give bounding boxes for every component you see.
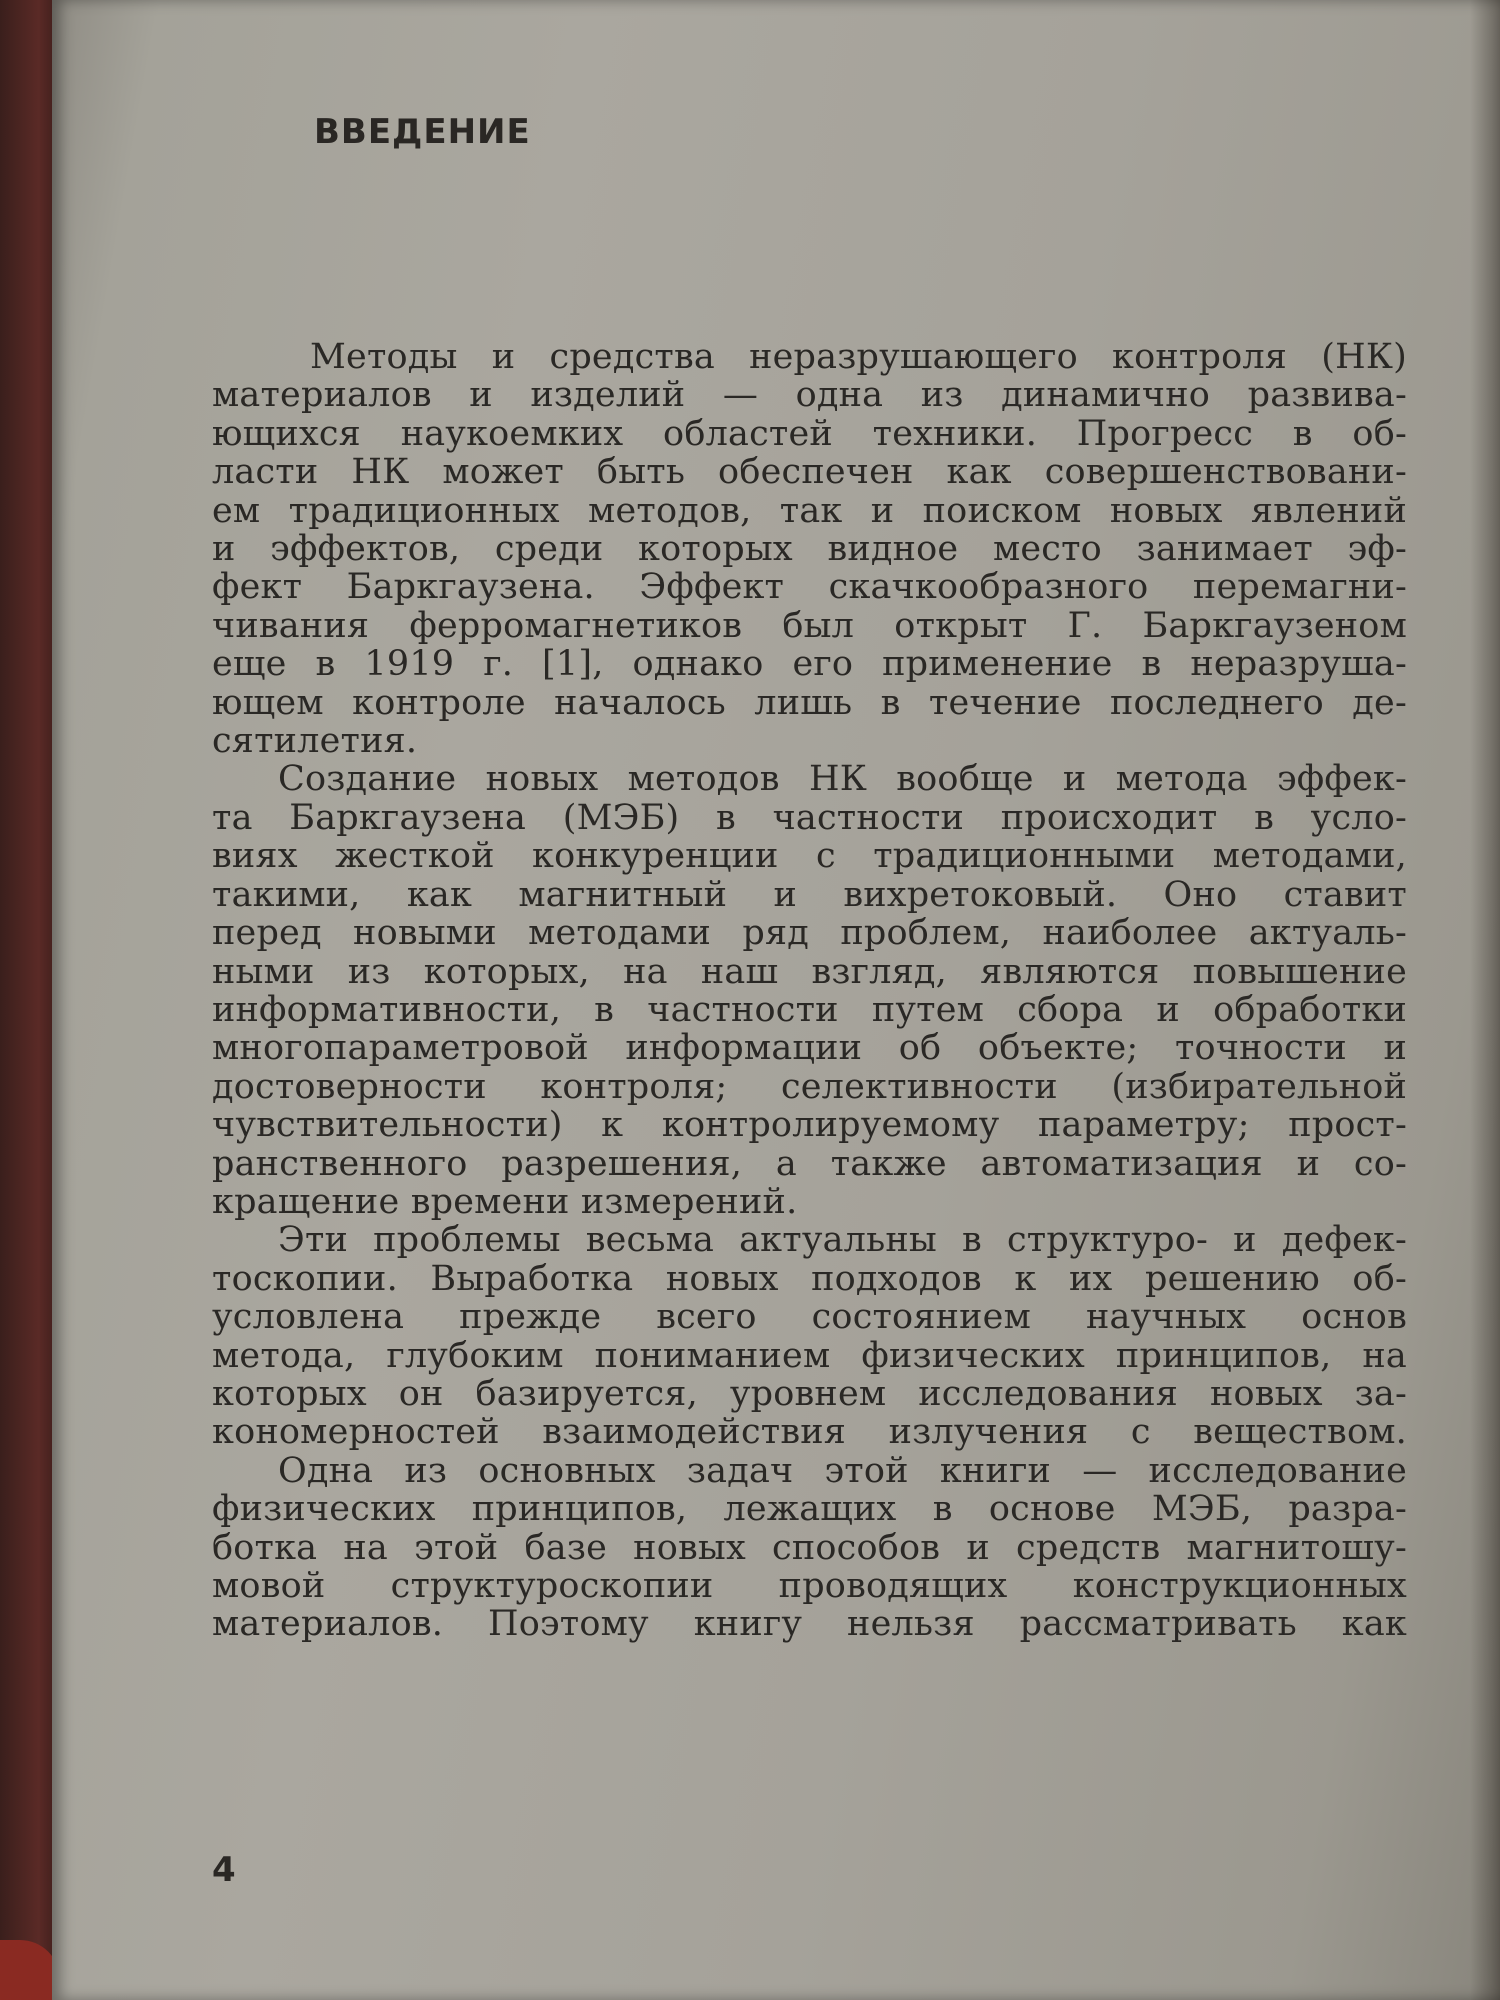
text-line: ющем контроле началось лишь в течение последнего де-: [212, 682, 1407, 723]
text-line: материалов и изделий — одна из динамично развива-: [212, 375, 1407, 416]
text-line: фект Баркгаузена. Эффект скачкообразного перемагни-: [212, 567, 1407, 608]
text-line: тоскопии. Выработка новых подходов к их решению об-: [212, 1258, 1407, 1299]
text-line: и эффектов, среди которых видное место занимает эф-: [212, 529, 1407, 570]
text-line: информативности, в частности путем сбора и обработки: [212, 989, 1407, 1030]
text-line: сятилетия.: [212, 721, 418, 762]
chapter-heading: ВВЕДЕНИЕ: [314, 112, 531, 152]
text-line: ботка на этой базе новых способов и средств магнитошу-: [212, 1527, 1407, 1568]
text-line: ранственного разрешения, а также автоматизация и со-: [212, 1143, 1407, 1184]
book-page: [52, 0, 1500, 2000]
text-line: кономерностей взаимодействия излучения с веществом.: [212, 1412, 1407, 1453]
text-line: ем традиционных методов, так и поиском новых явлений: [212, 490, 1407, 531]
text-line: еще в 1919 г. [1], однако его применение в неразруша-: [212, 644, 1407, 685]
text-line: мовой структуроскопии проводящих конструкционных: [212, 1566, 1407, 1606]
text-line: ласти НК может быть обеспечен как совершенствовани-: [212, 452, 1407, 493]
text-line: физических принципов, лежащих в основе МЭБ, разра-: [212, 1489, 1407, 1530]
body-text: [212, 338, 1407, 1644]
text-line: чувствительности) к контролируемому параметру; прост-: [212, 1105, 1407, 1146]
text-line: кращение времени измерений.: [212, 1181, 798, 1222]
text-line: ющихся наукоемких областей техники. Прогресс в об-: [212, 413, 1407, 454]
page-shadow: [1470, 0, 1500, 2000]
text-line: Эти проблемы весьма актуальны в структуро- и дефек-: [278, 1220, 1407, 1261]
text-line: достоверности контроля; селективности (избирательной: [212, 1066, 1407, 1107]
text-line: виях жесткой конкуренции с традиционными методами,: [212, 836, 1407, 877]
text-line: Методы и средства неразрушающего контроля (НК): [310, 337, 1407, 377]
page-number: 4: [212, 1850, 236, 1890]
text-line: которых он базируется, уровнем исследования новых за-: [212, 1373, 1407, 1414]
text-line: Одна из основных задач этой книги — исследование: [278, 1450, 1407, 1491]
text-line: чивания ферромагнетиков был открыт Г. Баркгаузеном: [212, 605, 1407, 646]
text-line: материалов. Поэтому книгу нельзя рассматривать как: [212, 1604, 1407, 1645]
text-line: условлена прежде всего состоянием научных основ: [212, 1297, 1407, 1338]
text-line: перед новыми методами ряд проблем, наиболее актуаль-: [212, 913, 1407, 954]
text-line: многопараметровой информации об объекте; точности и: [212, 1028, 1407, 1069]
text-line: такими, как магнитный и вихретоковый. Оно ставит: [212, 874, 1407, 915]
text-line: та Баркгаузена (МЭБ) в частности происходит в усло-: [212, 797, 1407, 838]
text-line: метода, глубоким пониманием физических принципов, на: [212, 1335, 1407, 1376]
text-line: ными из которых, на наш взгляд, являются повышение: [212, 951, 1407, 992]
text-line: Создание новых методов НК вообще и метода эффек-: [278, 759, 1407, 800]
